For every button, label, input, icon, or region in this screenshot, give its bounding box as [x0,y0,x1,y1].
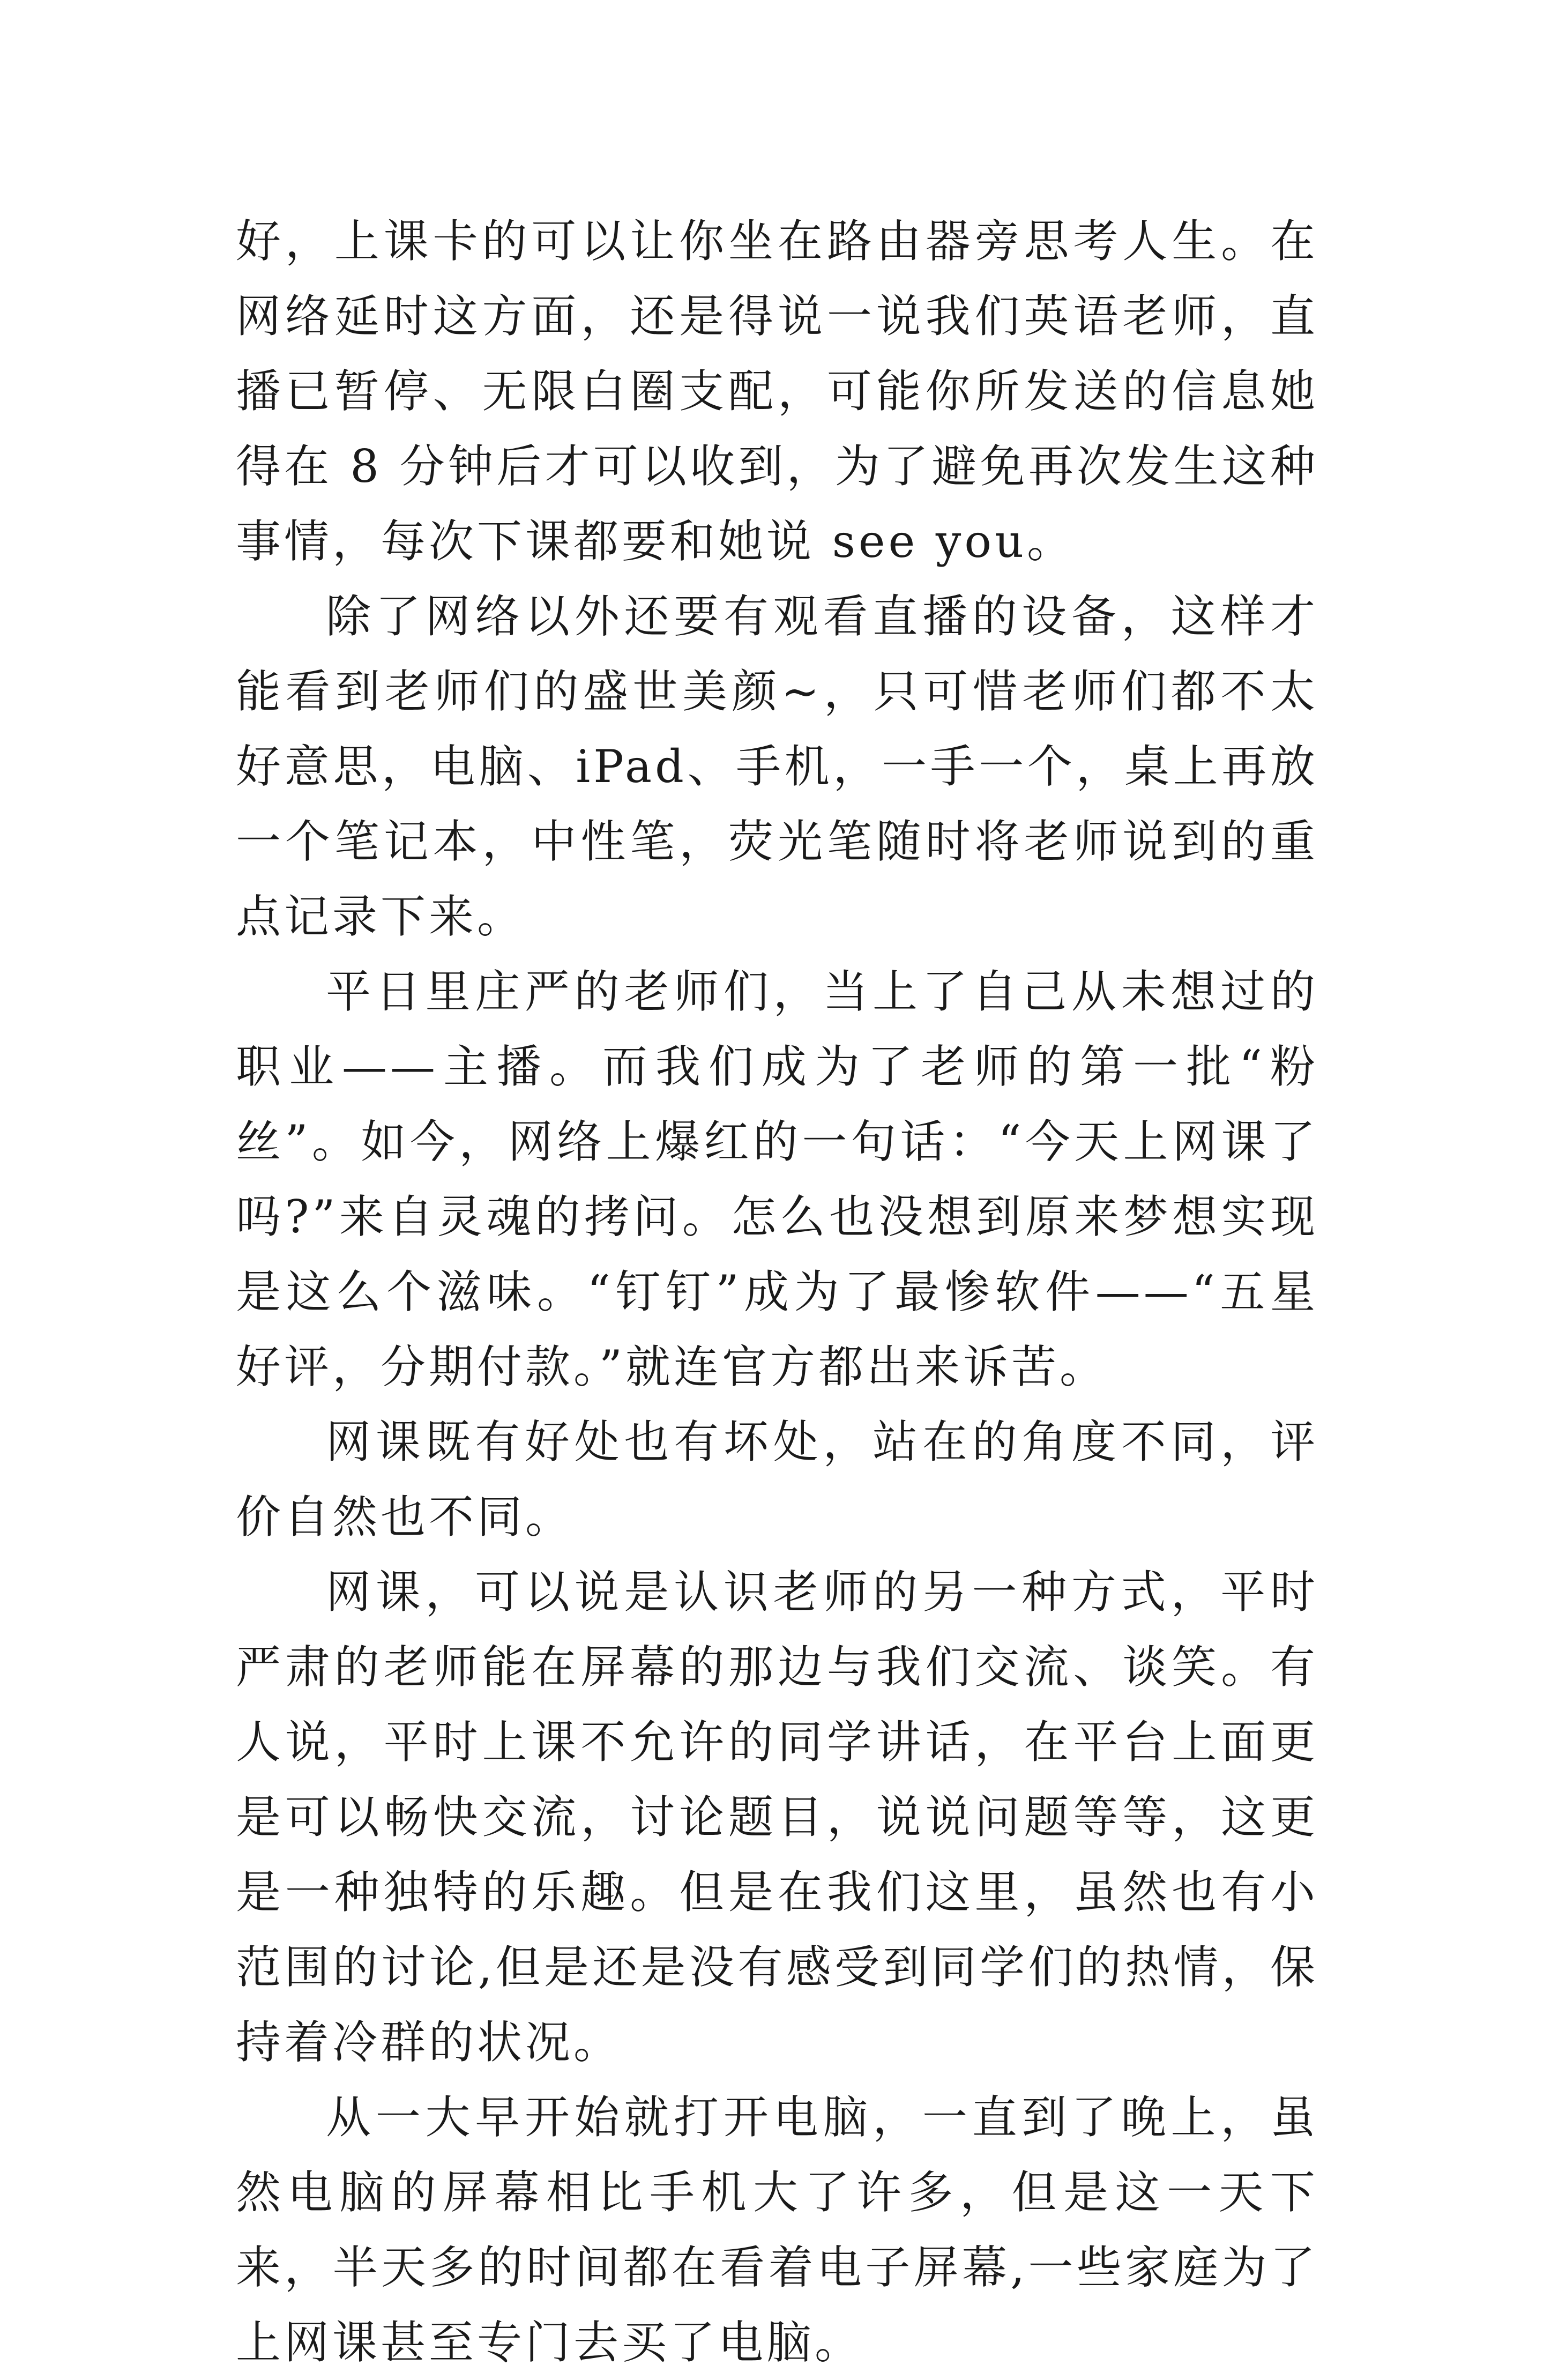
paragraph-1: 好，上课卡的可以让你坐在路由器旁思考人生。在网络延时这方面，还是得说一说我们英语老师，直播已暂停、无限白圈支配，可能你所发送的信息她得在 8 分钟后才可以收到，为了避免再次发生这种事情，每次下课都要和她说 see you。 [236,215,1318,568]
paragraph-5: 网课，可以说是认识老师的另一种方式，平时严肃的老师能在屏幕的那边与我们交流、谈笑。有人说，平时上课不允许的同学讲话，在平台上面更是可以畅快交流，讨论题目，说说问题等等，这更是一种独特的乐趣。但是在我们这里，虽然也有小范围的讨论,但是还是没有感受到同学们的热情，保持着冷群的状况。 [236,1566,1318,2069]
paragraph-6: 从一大早开始就打开电脑，一直到了晚上，虽然电脑的屏幕相比手机大了许多，但是这一天下来，半天多的时间都在看着电子屏幕,一些家庭为了上网课甚至专门去买了电脑。 [236,2091,1318,2369]
body-text [236,204,1318,2380]
paragraph-3: 平日里庄严的老师们，当上了自己从未想过的职业——主播。而我们成为了老师的第一批“粉丝”。如今，网络上爆红的一句话：“今天上网课了吗?”来自灵魂的拷问。怎么也没想到原来梦想实现是这么个滋味。“钉钉”成为了最惨软件——“五星好评，分期付款。”就连官方都出来诉苦。 [236,965,1318,1393]
paragraph-2: 除了网络以外还要有观看直播的设备，这样才能看到老师们的盛世美颜~，只可惜老师们都不太好意思，电脑、iPad、手机，一手一个，桌上再放一个笔记本，中性笔，荧光笔随时将老师说到的重点记录下来。 [236,590,1318,943]
paragraph-4: 网课既有好处也有坏处，站在的角度不同，评价自然也不同。 [236,1416,1318,1543]
